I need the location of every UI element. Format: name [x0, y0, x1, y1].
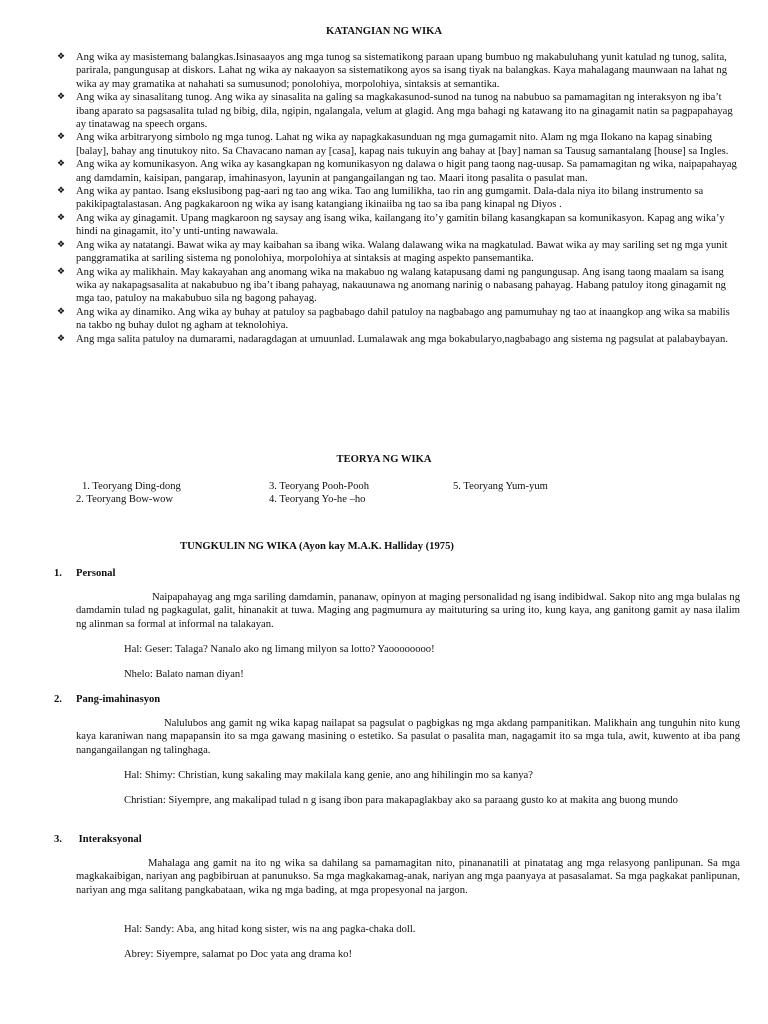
diamond-star-bullet-icon: ❖: [56, 52, 66, 62]
diamond-star-bullet-icon: ❖: [56, 159, 66, 170]
diamond-star-bullet-icon: ❖: [56, 92, 66, 103]
list-item: ❖ Ang wika ay dinamiko. Ang wika ay buhay at patuloy sa pagbabago dahil patuloy na nagbabago ang pamumuhay ng tao at inaangkop ang wika sa mabilis na takbo ng buhay dulot ng agham at teknolohiya.: [0, 306, 768, 333]
section-title-teorya: TEORYA NG WIKA: [336, 454, 432, 465]
list-item: ❖ Ang mga salita patuloy na dumarami, nadaragdagan at umuunlad. Lumalawak ang mga bokabularyo,nagbabago ang sistema ng pagsulat at palabaybayan.: [0, 333, 768, 346]
list-item: ❖ Ang wika ay malikhain. May kakayahan ang anomang wika na makabuo ng walang katapusang dami ng pangungusap. Ang isang taong maalam sa isang wika ay nakapagsasalita at nakabubuo ng iba’t ibang pahayag, nakauunawa ng anomang narinig o nabasang pahayag. Habang patuloy itong ginagamit ng mga tao, patuloy na makabubuo sila ng bagong pahayag.: [0, 266, 768, 306]
katangian-list: [0, 51, 768, 346]
example-line: Hal: Shimy: Christian, kung sakaling may makilala kang genie, ano ang hihilingin mo sa kanya?: [124, 770, 533, 781]
example-line: Abrey: Siyempre, salamat po Doc yata ang drama ko!: [124, 949, 352, 960]
function-heading-personal: 1. Personal: [54, 568, 116, 579]
example-line: Hal: Geser: Talaga? Nanalo ako ng limang milyon sa lotto? Yaoooooooo!: [124, 644, 435, 655]
theory-item: 2. Teoryang Bow-wow: [76, 494, 174, 506]
function-body: Naipapahayag ang mga sariling damdamin, pananaw, opinyon at maging personalidad ng isang indibidwal. Sakop nito ang mga bulalas ng damdamin tulad ng pagkagulat, galit, hinanakit at tuwa. Maging ang pagmumura ay maituturing sa uring ito, kung kaya, ang ganitong gamit ay nasa ilalim ng alinman sa formal at informal na talakayan.: [76, 592, 740, 630]
theory-item: 3. Teoryang Pooh-Pooh: [269, 481, 369, 492]
theory-item: 1. Teoryang Ding-dong: [82, 481, 181, 492]
diamond-star-bullet-icon: ❖: [56, 266, 66, 277]
diamond-star-bullet-icon: ❖: [56, 239, 66, 250]
list-item: ❖ Ang wika ay sinasalitang tunog. Ang wika ay sinasalita na galing sa magkakasunod-sunod na tunog na nabubuo sa pamamagitan ng interaksyon ng iba’t ibang aparato sa pagsasalita tulad ng bibig, dila, ngipin, ngalangala, velum at glagid. Ang mga bahagi ng katawang ito na ginagamit natin sa pagpapahayag ay tinatawag na speech organs.: [0, 91, 768, 131]
section-title-tungkulin: TUNGKULIN NG WIKA (Ayon kay M.A.K. Halliday (1975): [180, 541, 454, 552]
function-body: Mahalaga ang gamit na ito ng wika sa dahilang sa pamamagitan nito, pinananatili at pinatatag ang mga relasyong panlipunan. Sa mga magkakaibigan, nariyan ang pagbibiruan at panunukso. Sa mga magkakamag-anak, nariyan ang mga paanyaya at pasasalamat. Sa mga pagkakat panlipunan, nariyan ang mga salitang pangkabataan, wika ng mga bading, at mga propesyonal na jargon.: [76, 858, 740, 896]
function-heading-interaksyonal: 3. Interaksyonal: [54, 834, 142, 845]
theory-item: 4. Teoryang Yo-he –ho: [269, 494, 366, 506]
list-item: ❖ Ang wika ay pantao. Isang ekslusibong pag-aari ng tao ang wika. Tao ang lumilikha, tao rin ang gumgamit. Dala-dala niya ito bilang instrumento sa pakikipagtalastasan. Ang pagkakaroon ng wika ay isang katangiang ikinaiiba ng tao sa iba pang kinapal ng Diyos .: [0, 185, 768, 212]
diamond-star-bullet-icon: ❖: [56, 212, 66, 223]
list-item: ❖ Ang wika ay masistemang balangkas.Isinasaayos ang mga tunog sa sistematikong paraan upang bumbuo ng makabuluhang yunit katulad ng tunog, salita, parirala, pangungusap at diskors. Lahat ng wika ay nakaayon sa sistematikong ayos sa isang tiyak na balangkas. Kaya mahalagang maunwaan na lahat ng wika ay may gramatika at nahahati sa sumusunod; ponolohiya, morpolohiya, sintaksis at semantika.: [0, 51, 768, 91]
theory-item: 5. Teoryang Yum-yum: [453, 481, 548, 492]
function-heading-pang-imahinasyon: 2. Pang-imahinasyon: [54, 694, 161, 705]
theory-row: [76, 480, 696, 493]
list-item: ❖ Ang wika arbitraryong simbolo ng mga tunog. Lahat ng wika ay napagkakasunduan ng mga gumagamit nito. Alam ng mga Ilokano na kapag sinabing [balay], bahay ang tinutukoy nito. Sa Chavacano naman ay [casa], kapag nais tukuyin ang bahay at [bay] naman sa Tausug samantalang [house] sa Ingles.: [0, 131, 768, 158]
example-line: Christian: Siyempre, ang makalipad tulad n g isang ibon para makapaglakbay ako sa paraang gusto ko at makita ang buong mundo: [124, 795, 678, 806]
list-item: ❖ Ang wika ay ginagamit. Upang magkaroon ng saysay ang isang wika, kailangang ito’y gamitin bilang kasangkapan sa komunikasyon. Kapag ang wika’y hindi na ginagamit, ito’y unti-unting nawawala.: [0, 212, 768, 239]
diamond-star-bullet-icon: ❖: [56, 132, 66, 143]
example-line: Nhelo: Balato naman diyan!: [124, 669, 244, 680]
diamond-star-bullet-icon: ❖: [56, 306, 66, 317]
list-item: ❖ Ang wika ay natatangi. Bawat wika ay may kaibahan sa ibang wika. Walang dalawang wika na magkatulad. Bawat wika ay may sariling set ng mga yunit panggramatika at sariling sistema ng ponolohiya, morpolohiya at sintaksis at maging aspekto pansemantika.: [0, 239, 768, 266]
diamond-star-bullet-icon: ❖: [56, 333, 66, 344]
theory-list: [76, 480, 696, 507]
function-body: Nalulubos ang gamit ng wika kapag nailapat sa pagsulat o pagbigkas ng mga akdang pampanitikan. Malikhain ang tunguhin nito kung kaya karaniwan nang mapapansin ito sa mga gawang masining o estetiko. Sa pasulat o pasalita man, nagagamit ito sa mga tula, awit, kuwento at iba pang nangangailangan ng talinghaga.: [76, 718, 740, 756]
example-line: Hal: Sandy: Aba, ang hitad kong sister, wis na ang pagka-chaka doll.: [124, 924, 416, 935]
diamond-star-bullet-icon: ❖: [56, 186, 66, 197]
theory-row: [76, 493, 696, 506]
section-title-katangian: KATANGIAN NG WIKA: [326, 26, 442, 37]
list-item: ❖ Ang wika ay komunikasyon. Ang wika ay kasangkapan ng komunikasyon ng dalawa o higit pang taong nag-uusap. Sa pamamagitan ng wika, naipapahayag ang damdamin, kaisipan, pangarap, imahinasyon, layunin at pangangailangan ng tao. Maari itong pasalita o pasulat man.: [0, 158, 768, 185]
